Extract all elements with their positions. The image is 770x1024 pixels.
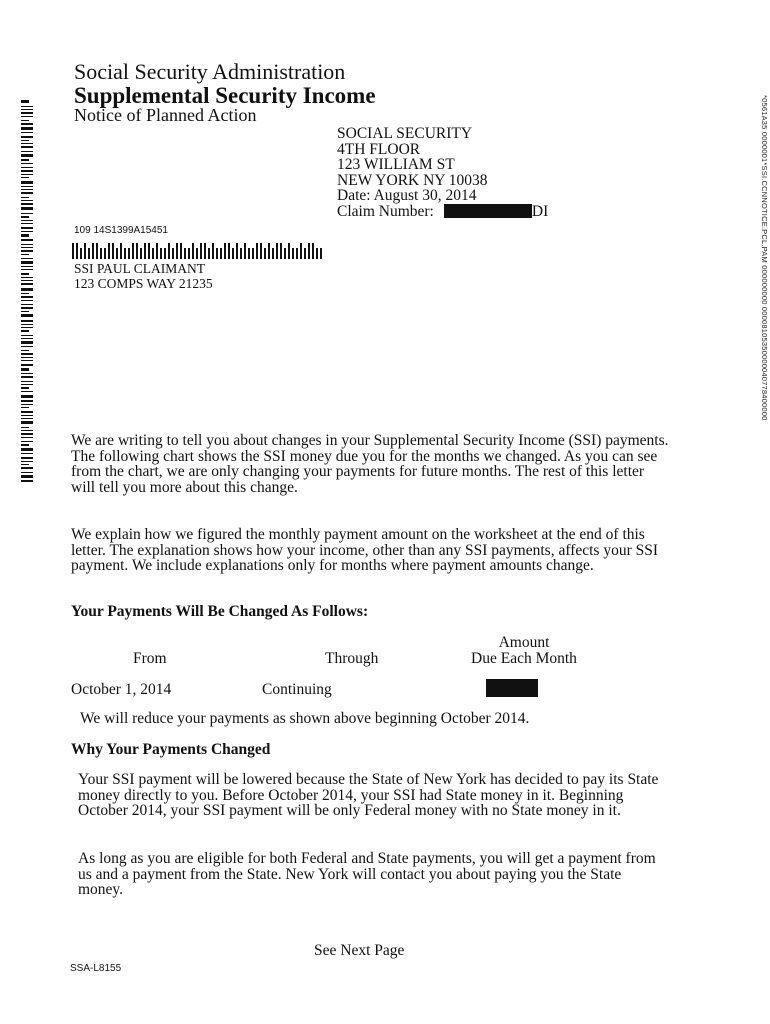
notice-date: Date: August 30, 2014 <box>337 187 477 204</box>
reduce-note: We will reduce your payments as shown above beginning October 2014. <box>80 710 530 727</box>
recipient-street: 123 COMPS WAY 21235 <box>74 275 213 291</box>
why-paragraph-1: Your SSI payment will be lowered because the State of New York has decided to pay its State money directly to you. Before October 2014, your SSI had State money in it. Beginning October 2014, your SSI payment will be only Federal money with no State money in it. <box>78 771 659 819</box>
col-header-amount-line1: Amount <box>498 634 550 651</box>
claim-number-suffix: DI <box>531 202 549 220</box>
row-through: Continuing <box>262 681 332 698</box>
program-title: Supplemental Security Income <box>74 83 376 108</box>
office-address-block <box>337 126 548 219</box>
mailing-code: 109 14S1399A15451 <box>74 225 168 236</box>
row-from-date: October 1, 2014 <box>71 681 172 698</box>
see-next-page: See Next Page <box>314 942 405 959</box>
why-heading: Why Your Payments Changed <box>71 741 271 758</box>
agency-name: Social Security Administration <box>74 59 346 84</box>
side-barcode <box>19 100 35 485</box>
side-tracking-text: *0561A35 0000001*SSI.CCNNOTICE.PCL.PAM 000000000 00008105350000040778400000 <box>760 95 769 421</box>
notice-type: Notice of Planned Action <box>74 105 257 125</box>
office-line-4: NEW YORK NY 10038 <box>337 171 488 189</box>
intro-paragraph: We are writing to tell you about changes in your Supplemental Security Income (SSI) payments. The following chart shows the SSI money due you for the months we changed. As you can see from the chart, we are only changing your payments for future months. The rest of this letter will tell you more about this change. <box>71 432 669 496</box>
office-line-3: 123 WILLIAM ST <box>337 156 455 173</box>
form-id: SSA-L8155 <box>70 963 122 974</box>
col-header-amount-line2: Due Each Month <box>471 650 577 667</box>
amount-redaction <box>486 679 538 697</box>
postal-barcode <box>72 243 332 259</box>
office-line-2: 4TH FLOOR <box>337 140 421 158</box>
recipient-name: SSI PAUL CLAIMANT <box>74 261 206 276</box>
claim-number-redaction <box>444 204 529 218</box>
side-tracking-code <box>760 95 770 435</box>
changes-heading: Your Payments Will Be Changed As Follows: <box>71 603 369 620</box>
col-header-from: From <box>133 650 167 667</box>
claim-number-row <box>337 204 548 220</box>
col-header-through: Through <box>325 650 379 667</box>
worksheet-paragraph: We explain how we figured the monthly payment amount on the worksheet at the end of this letter. The explanation shows how your income, other than any SSI payments, affects your SSI payment. We include explanations only for months where payment amounts change. <box>71 526 659 574</box>
why-paragraph-2: As long as you are eligible for both Federal and State payments, you will get a payment from us and a payment from the State. New York will contact you about paying you the State money. <box>78 850 656 898</box>
col-header-amount <box>460 635 588 667</box>
recipient-address <box>74 262 213 291</box>
claim-number-label: Claim Number: <box>337 202 434 220</box>
office-line-1: SOCIAL SECURITY <box>337 125 473 142</box>
